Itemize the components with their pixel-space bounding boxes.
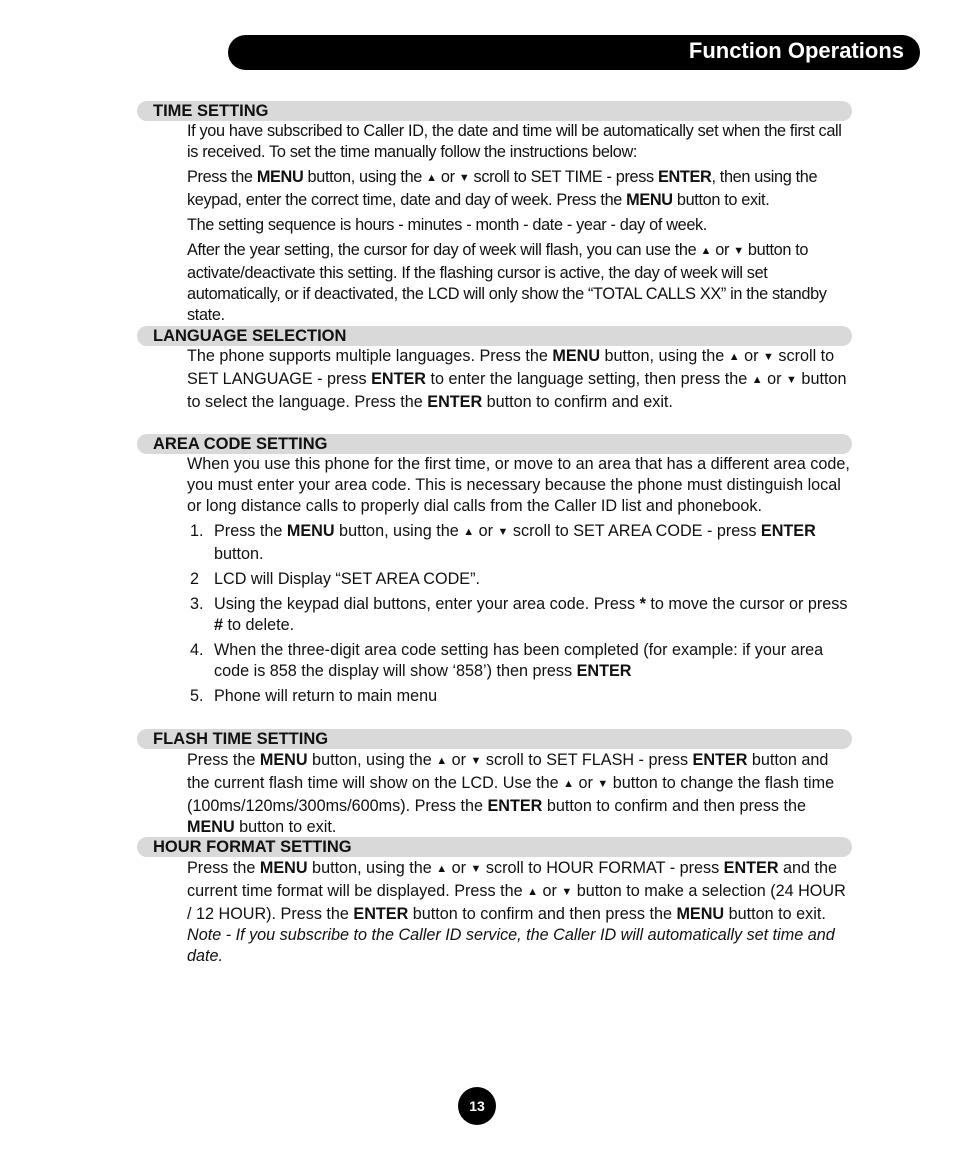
page-number: 13	[458, 1087, 496, 1125]
time-setting-body	[187, 121, 852, 326]
note-text: Note - If you subscribe to the Caller ID service, the Caller ID will automatically set time and date.	[187, 926, 835, 965]
down-arrow-icon: ▼	[458, 172, 470, 184]
up-arrow-icon: ▲	[436, 863, 448, 875]
hour-format-body	[187, 858, 852, 967]
paragraph: Press the MENU button, using the ▲ or ▼ scroll to SET FLASH - press ENTER button and the current flash time will show on the LCD. Use the ▲ or ▼ button to change the flash time (100ms/120ms/300ms/600ms). Press the ENTER button to confirm and then press the MENU button to exit.	[187, 751, 835, 836]
list-item: 4. When the three-digit area code setting has been completed (for example: if your area code is 858 the display will show ‘858’) then press ENTER	[190, 641, 824, 680]
list-item: 5. Phone will return to main menu	[190, 687, 438, 705]
section-label: AREA CODE SETTING	[153, 435, 328, 453]
section-label: LANGUAGE SELECTION	[153, 327, 347, 345]
down-arrow-icon: ▼	[763, 351, 774, 363]
up-arrow-icon: ▲	[751, 374, 763, 386]
paragraph: When you use this phone for the first time, or move to an area that has a different area code, you must enter your area code. This is necessary because the phone must distinguish local or long distance calls to properly dial calls from the Caller ID list and phonebook.	[187, 455, 850, 515]
down-arrow-icon: ▼	[470, 863, 482, 875]
header-bar	[228, 35, 920, 70]
up-arrow-icon: ▲	[463, 526, 475, 538]
section-label: FLASH TIME SETTING	[153, 730, 329, 748]
paragraph: If you have subscribed to Caller ID, the date and time will be automatically set when the first call is received. To set the time manually follow the instructions below:	[187, 122, 842, 161]
list-item: 1. Press the MENU button, using the ▲ or ▼ scroll to SET AREA CODE - press ENTER button.	[190, 522, 816, 563]
language-selection-body	[187, 346, 852, 413]
section-heading-time	[137, 101, 852, 121]
up-arrow-icon: ▲	[426, 172, 437, 184]
page-title: Function Operations	[688, 38, 904, 63]
down-arrow-icon: ▼	[497, 526, 509, 538]
paragraph: The phone supports multiple languages. Press the MENU button, using the ▲ or ▼ scroll to SET LANGUAGE - press ENTER to enter the language setting, then press the ▲ or ▼ button to select the language. Press the ENTER button to confirm and exit.	[187, 347, 847, 411]
down-arrow-icon: ▼	[733, 245, 744, 257]
up-arrow-icon: ▲	[728, 351, 740, 363]
flash-time-body	[187, 750, 852, 838]
list-item: 3. Using the keypad dial buttons, enter your area code. Press * to move the cursor or press # to delete.	[190, 595, 848, 634]
area-code-body	[187, 454, 852, 707]
up-arrow-icon: ▲	[700, 245, 712, 257]
paragraph: Press the MENU button, using the ▲ or ▼ scroll to HOUR FORMAT - press ENTER and the current time format will be displayed. Press the ▲ or ▼ button to make a selection (24 HOUR / 12 HOUR). Press the ENTER button to confirm and then press the MENU button to exit. Note - If you subscribe to the Caller ID service, the Caller ID will automatically set time and date.	[187, 859, 846, 965]
section-heading-flash-time	[137, 729, 852, 749]
paragraph: Press the MENU button, using the ▲ or ▼ scroll to SET TIME - press ENTER, then using the keypad, enter the correct time, date and day of week. Press the MENU button to exit.	[187, 168, 818, 209]
paragraph: The setting sequence is hours - minutes - month - date - year - day of week.	[187, 216, 707, 234]
section-heading-area-code	[137, 434, 852, 454]
up-arrow-icon: ▲	[527, 886, 538, 898]
paragraph: After the year setting, the cursor for day of week will flash, you can use the ▲ or ▼ button to activate/deactivate this setting. If the flashing cursor is active, the day of week will set automatically, or if deactivated, the LCD will only show the “TOTAL CALLS XX” in the standby state.	[187, 241, 827, 324]
section-label: TIME SETTING	[153, 102, 269, 120]
steps-list	[187, 521, 852, 707]
down-arrow-icon: ▼	[597, 778, 609, 790]
section-heading-language	[137, 326, 852, 346]
down-arrow-icon: ▼	[561, 886, 573, 898]
section-heading-hour-format	[137, 837, 852, 857]
up-arrow-icon: ▲	[563, 778, 574, 790]
down-arrow-icon: ▼	[786, 374, 797, 386]
up-arrow-icon: ▲	[436, 755, 448, 767]
down-arrow-icon: ▼	[470, 755, 482, 767]
list-item: 2 LCD will Display “SET AREA CODE”.	[190, 570, 480, 588]
section-label: HOUR FORMAT SETTING	[153, 838, 352, 856]
